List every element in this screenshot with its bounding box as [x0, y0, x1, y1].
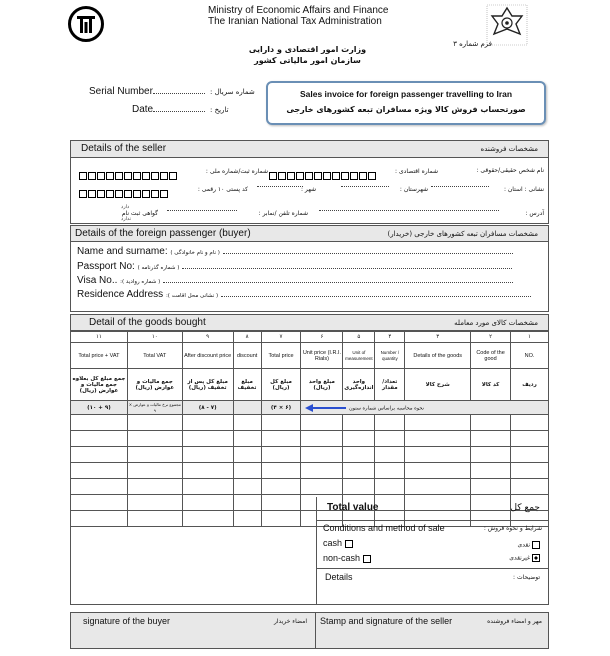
col-header-en: After discount price [182, 343, 233, 369]
details-label-fa: توضیحات : [513, 574, 540, 581]
invoice-title-box [266, 81, 546, 125]
goods-cell[interactable] [127, 431, 182, 447]
col-num: ۶ [301, 332, 343, 343]
goods-cell[interactable] [471, 479, 511, 495]
form-number: فرم شماره ۳ [453, 40, 492, 48]
goods-cell[interactable] [301, 463, 343, 479]
serial-label: Serial Number [89, 86, 205, 97]
buyer-signature-box[interactable] [70, 612, 316, 649]
goods-cell[interactable] [261, 479, 301, 495]
details-label-en: Details [325, 572, 353, 582]
town-label: شهر : [300, 186, 316, 193]
ministry-name-fa: وزارت امور اقتصادی و دارایی [248, 45, 367, 54]
goods-cell[interactable] [233, 463, 261, 479]
total-label-en: Total value [327, 502, 379, 513]
col-num: ۲ [471, 332, 511, 343]
goods-cell[interactable] [343, 415, 375, 431]
col-num: ۱۰ [127, 332, 182, 343]
goods-cell[interactable] [233, 447, 261, 463]
col-header-fa: کد کالا [471, 369, 511, 401]
goods-cell[interactable] [405, 431, 471, 447]
buyer-title-fa: مشخصات مسافران تبعه کشورهای خارجی (خریدار) [387, 230, 538, 238]
formula-note-cell [301, 401, 549, 415]
cert-has: دارد [121, 204, 130, 210]
ministry-name-en: Ministry of Economic Affairs and Finance [208, 5, 389, 16]
visa-row: Visa No.. :( شماره روادید ) [77, 275, 513, 286]
goods-cell[interactable] [182, 431, 233, 447]
postal-code-label: کد پستی ۱۰ رقمی : [197, 186, 248, 193]
goods-cell[interactable] [127, 463, 182, 479]
column-header-en-row [71, 343, 549, 369]
goods-cell[interactable] [375, 431, 405, 447]
inta-name-fa: سازمان امور مالیاتی کشور [254, 56, 361, 65]
date-label: Date [132, 104, 205, 115]
passport-row: Passport No: ( شماره گذرنامه ) [77, 261, 512, 272]
national-id-label: شماره ثبت/شماره ملی : [205, 168, 268, 175]
col-header-en: Total VAT [127, 343, 182, 369]
conditions-box [316, 521, 549, 569]
goods-cell[interactable] [301, 447, 343, 463]
goods-cell[interactable] [261, 415, 301, 431]
goods-row [71, 431, 549, 447]
goods-cell[interactable] [261, 463, 301, 479]
goods-title-en: Detail of the goods bought [89, 317, 206, 328]
goods-cell[interactable] [343, 431, 375, 447]
goods-cell[interactable] [511, 447, 549, 463]
goods-row [71, 463, 549, 479]
goods-cell[interactable] [127, 447, 182, 463]
goods-cell[interactable] [343, 463, 375, 479]
col-num: ۵ [343, 332, 375, 343]
formula-row [71, 401, 549, 415]
col-header-en: Unit price (I.R.I. Rials) [301, 343, 343, 369]
goods-cell[interactable] [71, 479, 128, 495]
goods-cell[interactable] [301, 415, 343, 431]
column-number-row [71, 332, 549, 343]
col-header-fa: مبلغ تخفیف [233, 369, 261, 401]
col-header-fa: شرح کالا [405, 369, 471, 401]
city-label: شهرستان : [399, 186, 428, 193]
invoice-title-en: Sales invoice for foreign passenger travelling to Iran [299, 89, 513, 99]
seller-signature-label-fa: مهر و امضاء فروشنده [487, 618, 542, 625]
col-num: ۹ [182, 332, 233, 343]
seller-signature-label-en: Stamp and signature of the seller [320, 616, 453, 626]
col-header-fa: واحد اندازه‌گیری [343, 369, 375, 401]
col-header-fa: جمع مالیات و عوارض (ریال) [127, 369, 182, 401]
goods-cell[interactable] [71, 431, 128, 447]
col-header-en: Total price + VAT [71, 343, 128, 369]
cash-option-en[interactable]: cash [323, 538, 353, 548]
national-id-boxes[interactable] [79, 167, 178, 185]
goods-cell[interactable] [343, 447, 375, 463]
serial-label-fa: شماره سریال : [210, 88, 255, 96]
goods-cell[interactable] [343, 479, 375, 495]
buyer-header [70, 225, 549, 242]
col-num: ۱ [511, 332, 549, 343]
buyer-signature-label-fa: امضاء خریدار [273, 618, 307, 625]
seller-title-en: Details of the seller [81, 143, 167, 154]
col-header-fa: مبلغ کل پس از تخفیف (ریال) [182, 369, 233, 401]
seller-title-fa: مشخصات فروشنده [480, 145, 538, 153]
goods-cell[interactable] [127, 415, 182, 431]
goods-cell[interactable] [233, 431, 261, 447]
invoice-title-fa: صورتحساب فروش کالا ویژه مسافران تبعه کشورهای خارجی [286, 105, 526, 114]
total-label-fa: جمع کل [510, 503, 540, 513]
seller-body [70, 158, 549, 224]
seller-header [70, 140, 549, 158]
seller-name-label: نام شخص حقیقی/حقوقی : [476, 167, 544, 174]
col-num: ۷ [261, 332, 301, 343]
col-header-fa: مبلغ کل (ریال) [261, 369, 301, 401]
formula-cell: (۶ × ۴) [261, 401, 301, 415]
goods-row [71, 447, 549, 463]
goods-cell[interactable] [233, 479, 261, 495]
conditions-label-en: Conditions and method of sale [323, 523, 445, 533]
goods-cell[interactable] [127, 479, 182, 495]
noncash-checkbox[interactable] [363, 555, 371, 563]
col-num: ۴ [375, 332, 405, 343]
goods-cell[interactable] [182, 479, 233, 495]
buyer-name-row: Name and surname: ( نام و نام خانوادگی ) [77, 246, 513, 257]
tax-emblem [486, 4, 528, 46]
goods-header [70, 314, 549, 331]
goods-cell[interactable] [182, 463, 233, 479]
province-label: نشانی : استان : [503, 186, 544, 193]
noncash-option-fa[interactable]: غیرنقدی [509, 554, 540, 562]
arrow-left-icon [305, 404, 347, 412]
date-label-fa: تاریخ : [210, 106, 229, 114]
goods-cell[interactable] [511, 415, 549, 431]
ministry-logo [68, 6, 104, 42]
total-row [316, 497, 549, 521]
goods-cell[interactable] [182, 415, 233, 431]
goods-cell[interactable] [301, 479, 343, 495]
col-header-fa: جمع مبلغ کل بعلاوه جمع مالیات و عوارض (ریال) [71, 369, 128, 401]
col-header-en: Code of the good [471, 343, 511, 369]
col-num: ۳ [405, 332, 471, 343]
col-num: ۱۱ [71, 332, 128, 343]
col-header-fa: تعداد/ مقدار [375, 369, 405, 401]
buyer-signature-label-en: signature of the buyer [83, 616, 171, 626]
buyer-title-en: Details of the foreign passenger (buyer) [75, 228, 251, 239]
goods-cell[interactable] [511, 479, 549, 495]
goods-cell[interactable] [182, 447, 233, 463]
postal-code-boxes[interactable] [79, 185, 169, 203]
goods-row [71, 479, 549, 495]
left-blank-area [70, 497, 316, 605]
formula-cell: مجموع نرخ مالیات و عوارض × ۹ [128, 401, 181, 413]
goods-cell[interactable] [261, 447, 301, 463]
formula-note: نحوه محاسبه براساس شماره ستون [349, 404, 424, 411]
col-header-fa: مبلغ واحد (ریال) [301, 369, 343, 401]
goods-cell[interactable] [405, 415, 471, 431]
goods-cell[interactable] [471, 463, 511, 479]
buyer-body [70, 242, 549, 312]
residence-row: Residence Address :( نشانی محل اقامت ) [77, 289, 531, 300]
phone-label: شماره تلفن /نمابر : [258, 210, 308, 217]
col-header-fa: ردیف [511, 369, 549, 401]
goods-row [71, 415, 549, 431]
goods-cell[interactable] [471, 447, 511, 463]
noncash-checkbox-fa[interactable] [532, 554, 540, 562]
seller-signature-box[interactable] [316, 612, 549, 649]
col-header-en: Details of the goods [405, 343, 471, 369]
goods-cell[interactable] [233, 415, 261, 431]
goods-cell[interactable] [375, 447, 405, 463]
goods-title-fa: مشخصات کالای مورد معامله [454, 319, 538, 327]
cash-option-fa[interactable]: نقدی [518, 541, 540, 549]
conditions-label-fa: شرایط و نحوه فروش : [483, 525, 542, 532]
goods-cell[interactable] [375, 479, 405, 495]
col-num: ۸ [233, 332, 261, 343]
goods-cell[interactable] [471, 415, 511, 431]
formula-cell: (۹ + ۱۰) [71, 401, 128, 415]
cash-checkbox[interactable] [345, 540, 353, 548]
econ-code-boxes[interactable] [269, 167, 377, 185]
address-label: آدرس : [525, 210, 544, 217]
goods-cell[interactable] [471, 431, 511, 447]
goods-cell[interactable] [405, 447, 471, 463]
goods-cell[interactable] [375, 415, 405, 431]
column-header-fa-row [71, 369, 549, 401]
goods-cell[interactable] [71, 447, 128, 463]
col-header-en: NO. [511, 343, 549, 369]
col-header-en: Total price [261, 343, 301, 369]
cash-checkbox-fa[interactable] [532, 541, 540, 549]
col-header-en: Unit of measurement [343, 343, 375, 369]
formula-cell: (۷ - ۸) [182, 401, 233, 415]
col-header-en: discount [233, 343, 261, 369]
goods-cell[interactable] [71, 463, 128, 479]
goods-cell[interactable] [261, 431, 301, 447]
econ-code-label: شماره اقتصادی : [395, 168, 438, 175]
goods-cell[interactable] [511, 431, 549, 447]
goods-cell[interactable] [301, 431, 343, 447]
goods-cell[interactable] [511, 463, 549, 479]
col-header-en: Number / quantity [375, 343, 405, 369]
inta-name-en: The Iranian National Tax Administration [208, 16, 382, 27]
details-box [316, 569, 549, 605]
goods-cell[interactable] [405, 463, 471, 479]
noncash-option-en[interactable]: non-cash [323, 553, 371, 563]
cert-has-not: ندارد [121, 216, 132, 222]
goods-cell[interactable] [71, 415, 128, 431]
goods-cell[interactable] [375, 463, 405, 479]
formula-cell [233, 401, 261, 415]
goods-cell[interactable] [405, 479, 471, 495]
cert-label: گواهی ثبت نام [121, 210, 158, 217]
